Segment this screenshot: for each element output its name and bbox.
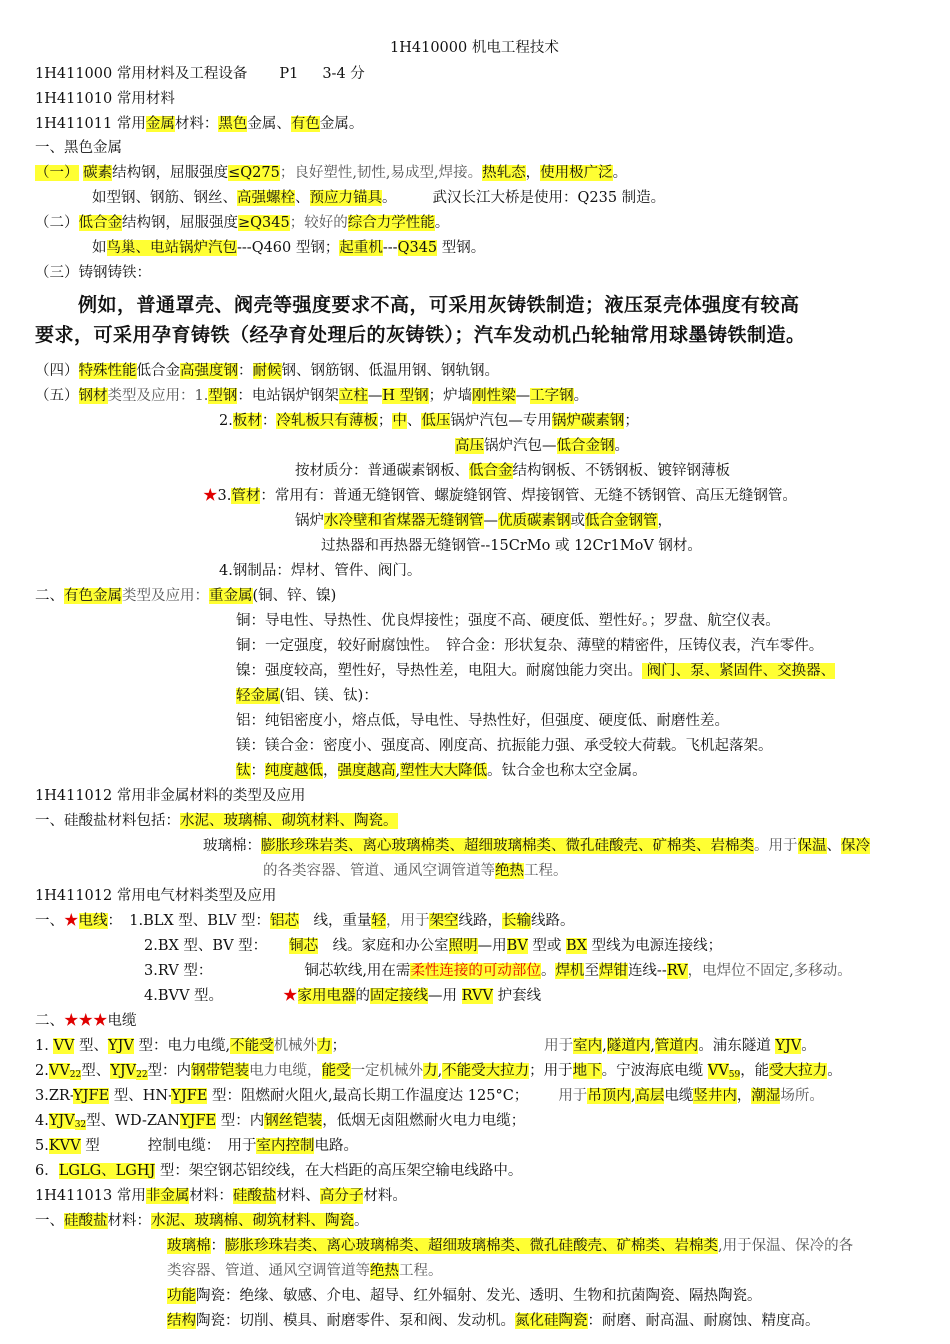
section-ferrous: 一、黑色金属	[35, 140, 122, 156]
cable-kvv: 5.KVV 型 控制电缆： 用于室内控制电路。	[35, 1138, 358, 1154]
heading-1h411010: 1H411010 常用材料	[35, 91, 175, 107]
nickel-line: 镍：强度较高，塑性好，导热性差，电阻大。耐腐蚀能力突出。 阀门、泵、紧固件、交换器、	[236, 663, 836, 679]
heading-1h411011: 1H411011 常用金属材料：黑色金属、有色金属。	[35, 116, 364, 132]
glass-wool-line: 玻璃棉：膨胀珍珠岩类、离心玻璃棉类、超细玻璃棉类、微孔硅酸壳、矿棉类、岩棉类。用于保温、保冷	[203, 838, 870, 854]
steel-pipe-boiler: 锅炉水冷壁和省煤器无缝钢管—优质碳素钢或低合金钢管，	[295, 513, 672, 529]
item-carbon-steel-examples: 如型钢、钢筋、钢丝、高强螺栓、预应力锚具。 武汉长江大桥是使用：Q235 制造。	[92, 190, 666, 206]
cast-iron-paragraph-line2: 要求，可采用孕育铸铁（经孕育处理后的灰铸铁）；汽车发动机凸轮轴常用球墨铸铁制造。	[35, 324, 806, 346]
heading-nonmetal: 1H411012 常用非金属材料的类型及应用	[35, 788, 306, 804]
heading-1h411000: 1H411000 常用材料及工程设备 P1 3-4 分	[35, 66, 365, 82]
titanium-line: 钛：纯度越低，强度越高,塑性大大降低。钛合金也称太空金属。	[236, 763, 647, 779]
heading-1h411013: 1H411013 常用非金属材料：硅酸盐材料、高分子材料。	[35, 1188, 407, 1204]
steel-products: 4.钢制品：焊材、管件、阀门。	[219, 563, 422, 579]
steel-plate-high-pressure: 高压锅炉汽包—低合金钢。	[455, 438, 629, 454]
light-metal-line: 轻金属(铝、镁、钛)：	[236, 688, 378, 704]
wire-bvv: 4.BVV 型。 ★家用电器的固定接线—用 RVV 护套线	[144, 988, 542, 1004]
functional-ceramics: 功能陶瓷：绝缘、敏感、介电、超导、红外辐射、发光、透明、生物和抗菌陶瓷、隔热陶瓷。	[167, 1288, 762, 1304]
steel-plate-by-material: 按材质分：普通碳素钢板、低合金结构钢板、不锈钢板、镀锌钢薄板	[295, 463, 730, 479]
steel-plate: 2.板材：冷轧板只有薄板；中、低压锅炉汽包—专用锅炉碳素钢；	[219, 413, 639, 429]
star-icon: ★	[64, 913, 79, 929]
magnesium-line: 镁：镁合金：密度小、强度高、刚度高、抗振能力强、承受较大荷载。飞机起落架。	[236, 738, 773, 754]
section-cable: 二、★★★电缆	[35, 1013, 137, 1029]
star-icon: ★	[203, 488, 218, 504]
three-star-icon: ★★★	[64, 1013, 108, 1029]
glass-wool-detail-2: 类容器、管道、通风空调管道等绝热工程。	[167, 1263, 443, 1279]
wire-blx-blv: 一、★电线： 1.BLX 型、BLV 型：铝芯 线，重量轻，用于架空线路，长输线路。	[35, 913, 575, 929]
cable-lglg-lghj: 6．LGLG、LGHJ 型：架空钢芯铝绞线，在大档距的高压架空输电线路中。	[35, 1163, 523, 1179]
cable-yjv32: $4.YJV_{32}$型、WD-ZANYJFE 型：内钢丝铠装，低烟无卤阻燃耐火电力电缆；	[35, 1113, 526, 1130]
structural-ceramics: 结构陶瓷：切削、模具、耐磨零件、泵和阀、发动机。氮化硅陶瓷：耐磨、耐高温、耐腐蚀、精度高。	[167, 1313, 820, 1329]
wire-rv: 3.RV 型： 铜芯软线,用在需柔性连接的可动部位。焊机至焊钳连线--RV，电焊位不固定,多移动。	[144, 963, 852, 979]
page-title: 1H410000 机电工程技术	[390, 40, 559, 56]
item-low-alloy-steel: （二）低合金结构钢，屈服强度≥Q345；较好的综合力学性能。	[35, 215, 450, 231]
item-carbon-steel: （一） 碳素结构钢，屈服强度≤Q275；良好塑性,韧性,易成型,焊接。热轧态，使用极广泛。	[35, 165, 628, 181]
item-cast-steel-iron: （三）铸钢铸铁：	[35, 265, 151, 281]
aluminum-line: 铝：纯铝密度小，熔点低，导电性、导热性好，但强度、硬度低、耐磨性差。	[236, 713, 729, 729]
glass-wool-usage: 的各类容器、管道、通风空调管道等绝热工程。	[263, 863, 568, 879]
star-icon: ★	[283, 988, 298, 1004]
glass-wool-detail: 玻璃棉：膨胀珍珠岩类、离心玻璃棉类、超细玻璃棉类、微孔硅酸壳、矿棉类、岩棉类,用于保温、保冷的各	[167, 1238, 854, 1254]
item-special-steel: （四）特殊性能低合金高强度钢：耐候钢、钢筋钢、低温用钢、钢轨钢。	[35, 363, 499, 379]
cable-vv22-yjv22: $2.VV_{22}$型、$YJV_{22}$型：内钢带铠装电力电缆，能受一定机械外力,不能受大拉力；用于地下。宁波海底电缆 $VV_{59}$，能受大拉力。	[35, 1063, 842, 1080]
steel-pipe: ★3.管材：常用有：普通无缝钢管、螺旋缝钢管、焊接钢管、无缝不锈钢管、高压无缝钢管。	[203, 488, 797, 504]
cast-iron-paragraph-line1: 例如，普通罩壳、阀壳等强度要求不高，可采用灰铸铁制造；液压泵壳体强度有较高	[78, 294, 800, 316]
cable-zr-yjfe: 3.ZR-YJFE 型、HN-YJFE 型：阻燃耐火阻火,最高长期工作温度达 125°C； 用于吊顶内,高层电缆竖井内，潮湿场所。	[35, 1088, 824, 1104]
heading-electrical: 1H411012 常用电气材料类型及应用	[35, 888, 277, 904]
item-steel-types: （五）钢材类型及应用：1.型钢：电站锅炉钢架立柱—H 型钢；炉墙刚性梁—工字钢。	[35, 388, 589, 404]
steel-pipe-superheater: 过热器和再热器无缝钢管--15CrMo 或 12Cr1MoV 钢材。	[321, 538, 702, 554]
copper-line: 铜：导电性、导热性、优良焊接性；强度不高、硬度低、塑性好。；罗盘、航空仪表。	[236, 613, 780, 629]
copper-zinc-line: 铜：一定强度，较好耐腐蚀性。 锌合金：形状复杂、薄壁的精密件，压铸仪表，汽车零件。	[236, 638, 824, 654]
silicate-materials: 一、硅酸盐材料：水泥、玻璃棉、砌筑材料、陶瓷。	[35, 1213, 369, 1229]
cable-vv-yjv: 1. VV 型、YJV 型：电力电缆,不能受机械外力； 用于室内,隧道内,管道内。浦东隧道 YJV。	[35, 1038, 816, 1054]
silicate-list: 一、硅酸盐材料包括：水泥、玻璃棉、砌筑材料、陶瓷。	[35, 813, 398, 829]
wire-bx-bv: 2.BX 型、BV 型： 铜芯 线。家庭和办公室照明—用BV 型或 BX 型线为电源连接线；	[144, 938, 723, 954]
section-nonferrous: 二、有色金属类型及应用：重金属(铜、锌、镍)	[35, 588, 337, 604]
item-low-alloy-examples: 如鸟巢、电站锅炉汽包---Q460 型钢；起重机---Q345 型钢。	[92, 240, 486, 256]
